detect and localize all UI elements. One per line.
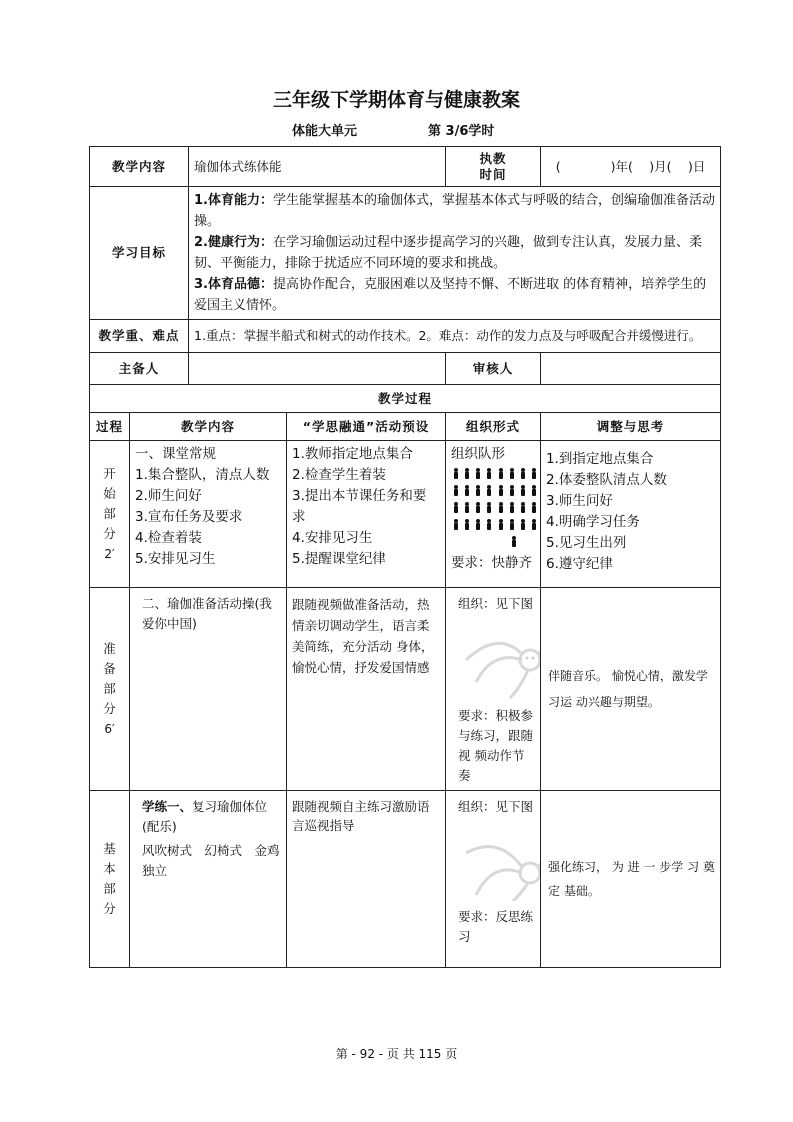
goal-label: 学习目标 — [90, 187, 189, 320]
student-icon — [509, 502, 513, 513]
preparer-label: 主备人 — [90, 353, 189, 385]
header-phase: 过程 — [90, 413, 130, 441]
student-icon — [475, 485, 479, 496]
content-label: 教学内容 — [90, 147, 189, 187]
info-row-keypoints — [90, 320, 721, 353]
student-icon — [520, 502, 524, 513]
goal-list — [189, 187, 721, 320]
start-organization: 组织队形 要求：快静齐 — [446, 441, 541, 588]
content-value: 瑜伽体式练体能 — [189, 147, 446, 187]
process-title: 教学过程 — [90, 385, 721, 413]
header-activity: “学思融通”活动预设 — [287, 413, 446, 441]
student-icon — [453, 468, 457, 479]
student-icon — [464, 485, 468, 496]
page-footer: 第 - 92 - 页 共 115 页 — [335, 1047, 458, 1061]
student-icon — [509, 519, 513, 530]
student-icon — [464, 468, 468, 479]
process-row-start — [90, 441, 721, 588]
student-icon — [486, 519, 490, 530]
start-content: 一、课堂常规 1.集合整队，清点人数 2.师生问好 3.宣布任务及要求 4.检查着装 5.安排见习生 — [130, 441, 287, 588]
student-icon — [531, 485, 535, 496]
student-icon — [509, 468, 513, 479]
start-activity: 1.教师指定地点集合 2.检查学生着装 3.提出本节课任务和要 求 4.安排见习生 5.提醒课堂纪律 — [287, 441, 446, 588]
student-icon — [486, 485, 490, 496]
student-icon — [498, 485, 502, 496]
student-icon — [475, 468, 479, 479]
teacher-icon — [511, 536, 517, 547]
student-icon — [486, 502, 490, 513]
key-value: 1.重点：掌握半船式和树式的动作技术。2。难点：动作的发力点及与呼吸配合并缓慢进行。 — [189, 320, 721, 353]
formation-diagram — [453, 468, 535, 547]
student-icon — [453, 502, 457, 513]
info-row-goals — [90, 187, 721, 320]
student-icon — [520, 519, 524, 530]
student-icon — [464, 519, 468, 530]
student-icon — [453, 485, 457, 496]
info-row-staff — [90, 353, 721, 385]
date-label: 执教 时间 — [446, 147, 541, 187]
warmup-reflection: 伴随音乐。 愉悦心情，激发学习运 动兴趣与期望。 — [541, 588, 721, 791]
start-reflection: 1.到指定地点集合 2.体委整队清点人数 3.师生问好 4.明确学习任务 5.见习生出列 6.遵守纪律 — [541, 441, 721, 588]
student-icon — [464, 502, 468, 513]
student-icon — [486, 468, 490, 479]
phase-start: 开 始 部 分 2′ — [90, 441, 130, 588]
student-icon — [509, 485, 513, 496]
basic-activity: 跟随视频自主练习激励语言巡视指导 — [287, 791, 446, 968]
student-icon — [531, 519, 535, 530]
process-row-basic — [90, 791, 721, 968]
lesson-plan-table — [89, 146, 721, 968]
document-title: 三年级下学期体育与健康教案 — [272, 89, 520, 111]
student-icon — [531, 502, 535, 513]
process-row-warmup — [90, 588, 721, 791]
goal-item: 1.体育能力：学生能掌握基本的瑜伽体式，掌握基本体式与呼吸的结合，创编瑜伽准备活动操。 — [194, 193, 716, 229]
student-icon — [498, 519, 502, 530]
basic-organization: 组织：见下图 要求：反思练习 — [446, 791, 541, 968]
process-header-row — [90, 413, 721, 441]
student-icon — [520, 485, 524, 496]
student-icon — [531, 468, 535, 479]
header-content: 教学内容 — [130, 413, 287, 441]
reviewer-label: 审核人 — [446, 353, 541, 385]
student-icon — [498, 502, 502, 513]
preparer-value — [189, 353, 446, 385]
key-label: 教学重、难点 — [90, 320, 189, 353]
student-icon — [475, 502, 479, 513]
phase-basic: 基 本 部 分 — [90, 791, 130, 968]
basic-reflection: 强化练习， 为 进 一 步学 习 奠 定 基础。 — [541, 791, 721, 968]
goal-item: 3.体育品德：提高协作配合，克服困难以及坚持不懈、不断进取 的体育精神，培养学生的爱国主义情怀。 — [194, 277, 707, 313]
student-icon — [520, 468, 524, 479]
period-label: 第 3/6学时 — [428, 124, 495, 139]
basic-content: 学练一、复习瑜伽体位(配乐) 风吹树式 幻椅式 金鸡独立 — [130, 791, 287, 968]
warmup-content: 二、瑜伽准备活动操(我 爱你中国) — [130, 588, 287, 791]
student-icon — [475, 519, 479, 530]
warmup-activity: 跟随视频做准备活动，热情亲切调动学生，语言柔美简练，充分活动 身体，愉悦心情，抒发爱国情感 — [287, 588, 446, 791]
reviewer-value — [541, 353, 721, 385]
phase-warmup: 准 备 部 分 6′ — [90, 588, 130, 791]
formation-figure-icon — [458, 823, 541, 901]
header-reflection: 调整与思考 — [541, 413, 721, 441]
unit-label: 体能大单元 — [292, 124, 358, 139]
header-organization: 组织形式 — [446, 413, 541, 441]
goal-item: 2.健康行为：在学习瑜伽运动过程中逐步提高学习的兴趣，做到专注认真，发展力量、柔韧、平衡能力，排除于扰适应不同环境的要求和挑战。 — [194, 235, 703, 271]
student-icon — [453, 519, 457, 530]
formation-figure-icon — [458, 620, 541, 700]
info-row-content — [90, 147, 721, 187]
date-value: ( )年( )月( )日 — [541, 147, 721, 187]
student-icon — [498, 468, 502, 479]
process-title-row — [90, 385, 721, 413]
warmup-organization: 组织：见下图 要求：积极参与练习，跟随视 频动作节奏 — [446, 588, 541, 791]
